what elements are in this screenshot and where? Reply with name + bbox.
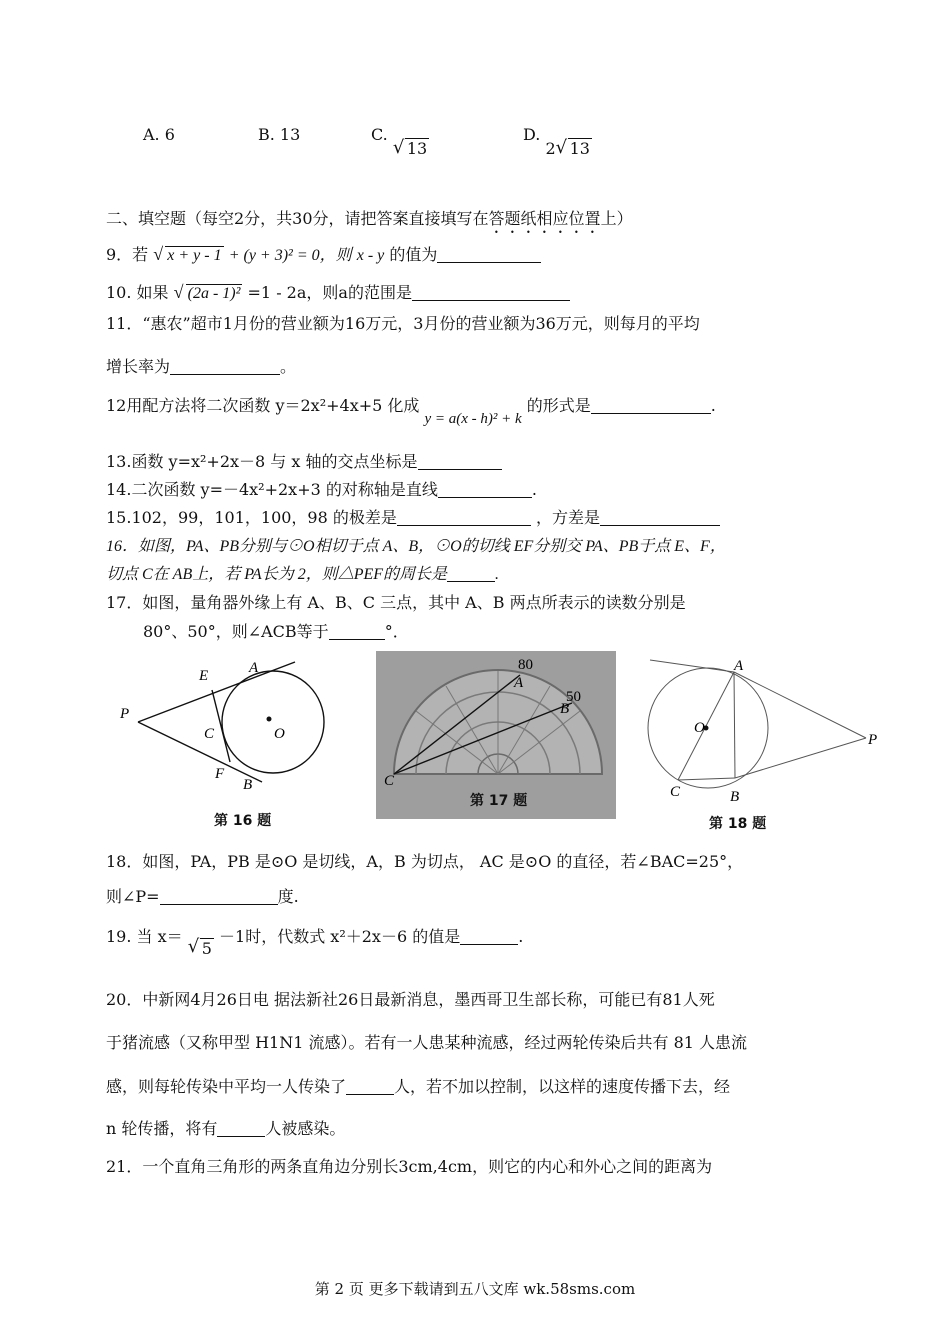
q11-line2-pre: 增长率为 bbox=[106, 357, 171, 376]
q15-mid: ，方差是 bbox=[535, 508, 600, 527]
q19-pre: 19. 当 x＝ bbox=[106, 927, 183, 946]
fig18-label-b: B bbox=[730, 789, 740, 805]
q10-answer-blank[interactable] bbox=[412, 284, 570, 301]
q20-line3-pre: 感，则每轮传染中平均一人传染了 bbox=[106, 1077, 347, 1096]
fig16-label-o: O bbox=[274, 726, 285, 742]
q10-mid: =1 - 2a，则a的范围是 bbox=[247, 283, 412, 302]
option-d-coef: 2 bbox=[545, 139, 556, 158]
fig17-label-b: B bbox=[560, 701, 570, 717]
q20-line4-pre: n 轮传播，将有 bbox=[106, 1119, 218, 1138]
q17-answer-blank[interactable] bbox=[329, 623, 385, 640]
fig16-label-a: A bbox=[249, 660, 259, 676]
q15-variance-blank[interactable] bbox=[600, 509, 720, 526]
option-d-sqrt bbox=[556, 139, 592, 158]
fig16-label-b: B bbox=[243, 777, 253, 793]
q18-answer-blank[interactable] bbox=[160, 888, 278, 905]
q9-expr: x - y bbox=[356, 247, 385, 264]
fig17-label-c: C bbox=[384, 773, 395, 789]
q10-sqrt bbox=[174, 284, 243, 304]
q18-line2-pre: 则∠P= bbox=[106, 887, 160, 906]
q20-blank-1[interactable] bbox=[346, 1078, 394, 1095]
option-d bbox=[523, 125, 592, 158]
fig16-caption: 第 16 题 bbox=[214, 813, 272, 829]
fig18-line-ab bbox=[734, 672, 735, 778]
fig16-label-e: E bbox=[199, 668, 209, 684]
q16-end: . bbox=[495, 566, 500, 583]
option-c-value: 13 bbox=[406, 139, 428, 158]
fig18-label-p: P bbox=[868, 732, 878, 748]
section-title-pre: 二、填空题（每空2分，共30分，请把答案直接填写在 bbox=[106, 209, 489, 228]
question-11-line2 bbox=[106, 357, 296, 377]
fig18-label-c: C bbox=[670, 784, 681, 800]
option-a: A. 6 bbox=[143, 125, 175, 144]
question-18-line1: 18．如图，PA，PB 是⊙O 是切线，A，B 为切点， AC 是⊙O 的直径，若∠BAC=25°， bbox=[106, 852, 744, 871]
fig16-label-f: F bbox=[215, 766, 225, 782]
q20-line3-post: 人，若不加以控制，以这样的速度传播下去，经 bbox=[394, 1077, 731, 1096]
q11-line2-post: 。 bbox=[280, 357, 297, 376]
fig17-label-a: A bbox=[514, 675, 524, 691]
q15-pre: 15.102，99，101，100，98 的极差是 bbox=[106, 508, 397, 527]
fig17-label-50: 50 bbox=[566, 689, 581, 705]
q12-pre: 12用配方法将二次函数 y＝2x²+4x+5 化成 bbox=[106, 396, 420, 415]
q15-range-blank[interactable] bbox=[397, 509, 531, 526]
question-13 bbox=[106, 452, 502, 472]
option-c-label: C. bbox=[371, 125, 388, 144]
question-11-line1: 11．“惠农”超市1月份的营业额为16万元，3月份的营业额为36万元，则每月的平均 bbox=[106, 314, 700, 333]
q10-pre: 10. 如果 bbox=[106, 283, 169, 302]
q17-end: °． bbox=[384, 622, 409, 641]
q13-answer-blank[interactable] bbox=[418, 453, 502, 470]
fig17-label-80: 80 bbox=[518, 657, 533, 673]
fig18-line-cb bbox=[678, 778, 735, 780]
option-d-value: 13 bbox=[569, 139, 590, 158]
q9-post: 的值为 bbox=[389, 245, 438, 264]
question-14 bbox=[106, 480, 537, 500]
q19-post: －1时，代数式 x²＋2x－6 的值是 bbox=[219, 927, 461, 946]
figure-16 bbox=[112, 652, 337, 802]
option-c-sqrt bbox=[393, 139, 429, 158]
q14-text: 14.二次函数 y=－4x²+2x+3 的对称轴是直线 bbox=[106, 480, 438, 499]
q14-answer-blank[interactable] bbox=[438, 481, 532, 498]
q12-post: 的形式是 bbox=[526, 396, 591, 415]
question-17-line1: 17．如图，量角器外缘上有 A、B、C 三点，其中 A、B 两点所表示的读数分别是 bbox=[106, 593, 686, 612]
q16-answer-blank[interactable] bbox=[447, 565, 495, 582]
page-footer: 第 2 页 更多下载请到五八文库 wk.58sms.com bbox=[314, 1280, 636, 1298]
question-9 bbox=[106, 245, 541, 266]
figure-18 bbox=[640, 652, 890, 807]
q9-mid: + (y + 3)² = 0，则 bbox=[228, 247, 352, 264]
question-10 bbox=[106, 283, 570, 304]
fig18-label-o: O bbox=[694, 720, 705, 736]
question-20-line3 bbox=[106, 1077, 730, 1097]
q20-line4-post: 人被感染。 bbox=[265, 1119, 346, 1138]
option-c bbox=[371, 125, 429, 158]
question-12 bbox=[106, 396, 716, 427]
fig17-caption: 第 17 题 bbox=[470, 793, 528, 809]
q14-end: . bbox=[531, 480, 537, 499]
fig18-line-pb bbox=[735, 738, 866, 778]
question-18-line2 bbox=[106, 887, 299, 907]
q19-radicand: 5 bbox=[201, 939, 212, 958]
q13-text: 13.函数 y=x²+2x－8 与 x 轴的交点坐标是 bbox=[106, 452, 418, 471]
question-20-line4 bbox=[106, 1119, 345, 1139]
section-title-post: 上） bbox=[600, 209, 633, 228]
q9-pre: 9．若 bbox=[106, 245, 149, 264]
q12-formula: y = a(x - h)² + k bbox=[424, 411, 522, 427]
fig16-center-dot bbox=[267, 717, 272, 722]
q9-radicand: x + y - 1 bbox=[167, 247, 222, 264]
fig16-circle bbox=[222, 671, 324, 773]
q9-sqrt bbox=[153, 246, 223, 266]
fig16-line-pb bbox=[138, 722, 262, 782]
q12-end: . bbox=[710, 396, 716, 415]
fig16-label-c: C bbox=[204, 726, 215, 742]
q11-answer-blank[interactable] bbox=[170, 358, 280, 375]
q20-blank-2[interactable] bbox=[217, 1120, 265, 1137]
section-title-dotted: 答题纸相应位置 bbox=[488, 209, 601, 228]
question-20-line1: 20．中新网4月26日电 据法新社26日最新消息，墨西哥卫生部长称，可能已有81人死 bbox=[106, 990, 715, 1009]
option-b: B. 13 bbox=[258, 125, 301, 144]
q12-answer-blank[interactable] bbox=[591, 397, 711, 414]
fig18-caption: 第 18 题 bbox=[709, 816, 767, 832]
fig16-label-p: P bbox=[120, 706, 130, 722]
fig18-line-pa bbox=[734, 672, 866, 738]
question-16-line1: 16．如图，PA、PB分别与⊙O相切于点 A、B，⊙O的切线 EF分别交 PA、PB于点 E、F， bbox=[106, 538, 726, 555]
section-title bbox=[106, 209, 633, 237]
q18-end: 度. bbox=[277, 887, 299, 906]
q16-line2-pre: 切点 C在 AB上，若 PA长为 2，则△PEF的周长是 bbox=[106, 566, 448, 583]
question-19 bbox=[106, 927, 524, 958]
q19-end: . bbox=[518, 927, 524, 946]
q19-answer-blank[interactable] bbox=[460, 928, 518, 945]
fig18-label-a: A bbox=[734, 658, 744, 674]
question-15 bbox=[106, 508, 720, 528]
q10-radicand: (2a - 1)² bbox=[187, 285, 241, 302]
option-d-label: D. bbox=[523, 125, 541, 144]
question-16-line2 bbox=[106, 565, 499, 585]
question-17-line2 bbox=[143, 622, 409, 642]
q17-line2-pre: 80°、50°，则∠ACB等于 bbox=[143, 622, 329, 641]
q9-answer-blank[interactable] bbox=[437, 246, 541, 263]
question-20-line2: 于猪流感（又称甲型 H1N1 流感）。若有一人患某种流感，经过两轮传染后共有 81 人患流 bbox=[106, 1033, 748, 1052]
q19-sqrt bbox=[188, 939, 214, 959]
question-21: 21．一个直角三角形的两条直角边分别长3cm,4cm，则它的内心和外心之间的距离为 bbox=[106, 1157, 713, 1176]
